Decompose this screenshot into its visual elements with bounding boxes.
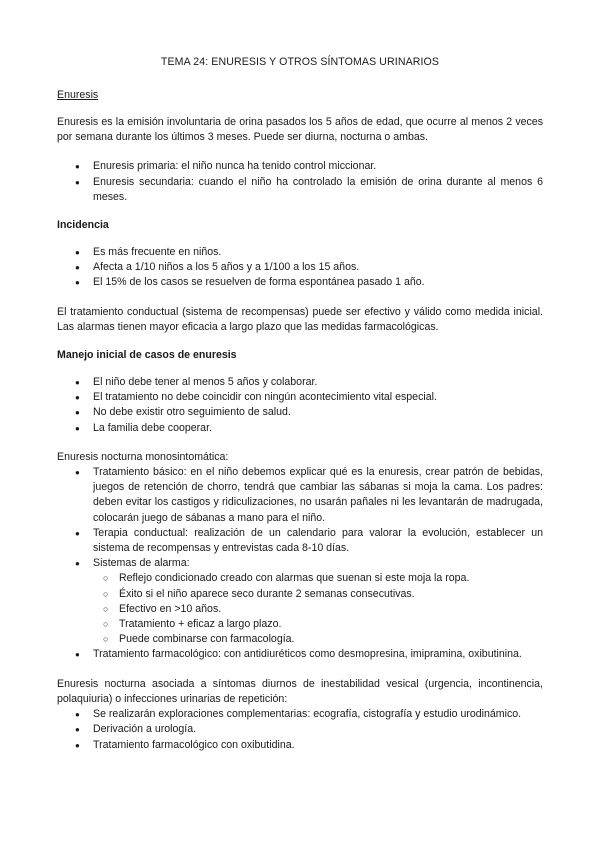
- associated-symptoms-label: Enuresis nocturna asociada a síntomas diurnos de inestabilidad vesical (urgencia, incontinencia, polaquiuria) o infecciones urinarias de repetición:: [57, 677, 543, 705]
- monosymptomatic-list: [57, 465, 543, 663]
- list-item: ● Terapia conductual: realización de un calendario para valorar la evolución, establecer un sistema de recompensas y entrevistas cada 8-10 días.: [57, 526, 543, 556]
- definition-paragraph: Enuresis es la emisión involuntaria de orina pasados los 5 años de edad, que ocurre al menos 2 veces por semana durante los últimos 3 meses. Puede ser diurna, nocturna o ambas.: [57, 116, 543, 144]
- sub-list-item: ○ Éxito si el niño aparece seco durante 2 semanas consecutivas.: [57, 587, 543, 602]
- sub-list-item: ○ Reflejo condicionado creado con alarmas que suenan si este moja la ropa.: [57, 571, 543, 586]
- section-heading-manejo: Manejo inicial de casos de enuresis: [57, 349, 237, 362]
- section-heading-enuresis: Enuresis: [57, 89, 99, 101]
- alarm-systems-label: Sistemas de alarma:: [93, 557, 190, 570]
- list-item: ● Derivación a urología.: [57, 722, 543, 737]
- list-item: ● El tratamiento no debe coincidir con ningún acontecimiento vital especial.: [57, 390, 543, 405]
- initial-management-list: [57, 375, 543, 436]
- section-heading-incidencia: Incidencia: [57, 219, 109, 232]
- treatment-paragraph: El tratamiento conductual (sistema de recompensas) puede ser efectivo y válido como medida inicial. Las alarmas tienen mayor eficacia a largo plazo que las medidas farmacológicas.: [57, 305, 543, 333]
- list-item: ● Se realizarán exploraciones complementarias: ecografía, cistografía y estudio urodinámico.: [57, 707, 543, 722]
- list-item-alarm: [57, 556, 543, 647]
- list-item: ● El niño debe tener al menos 5 años y colaborar.: [57, 375, 543, 390]
- list-item: ● Es más frecuente en niños.: [57, 245, 543, 260]
- enuresis-types-list: [57, 159, 543, 205]
- list-item: ● El 15% de los casos se resuelven de forma espontánea pasado 1 año.: [57, 275, 543, 290]
- monosymptomatic-label: Enuresis nocturna monosintomática:: [57, 450, 229, 463]
- list-item: ● Enuresis primaria: el niño nunca ha tenido control miccionar.: [57, 159, 543, 174]
- page-title: TEMA 24: ENURESIS Y OTROS SÍNTOMAS URINARIOS: [160, 56, 440, 68]
- list-item: ● La familia debe cooperar.: [57, 421, 543, 436]
- list-item: ● Tratamiento farmacológico: con antidiuréticos como desmopresina, imipramina, oxibutinina.: [57, 647, 543, 662]
- sub-list-item: ○ Tratamiento + eficaz a largo plazo.: [57, 617, 543, 632]
- list-item: ● Afecta a 1/10 niños a los 5 años y a 1/100 a los 15 años.: [57, 260, 543, 275]
- list-item: ● Tratamiento básico: en el niño debemos explicar qué es la enuresis, crear patrón de bebidas, juegos de retención de chorro, tendrá que cambiar las sábanas si moja la cama. Los padres: deben evitar los castigos y ridiculizaciones, no usarán pañales ni les levantarán de madrugada, colocarán juego de sábanas a mano para el niño.: [57, 465, 543, 526]
- associated-symptoms-list: [57, 707, 543, 753]
- sub-list-item: ○ Efectivo en >10 años.: [57, 602, 543, 617]
- document-page: [57, 56, 543, 767]
- list-item: ● Enuresis secundaria: cuando el niño ha controlado la emisión de orina durante al menos 6 meses.: [57, 175, 543, 205]
- alarm-sublist: [93, 571, 543, 647]
- list-item: ● No debe existir otro seguimiento de salud.: [57, 405, 543, 420]
- list-item: ● Tratamiento farmacológico con oxibutidina.: [57, 738, 543, 753]
- sub-list-item: ○ Puede combinarse con farmacología.: [57, 632, 543, 647]
- incidence-list: [57, 245, 543, 291]
